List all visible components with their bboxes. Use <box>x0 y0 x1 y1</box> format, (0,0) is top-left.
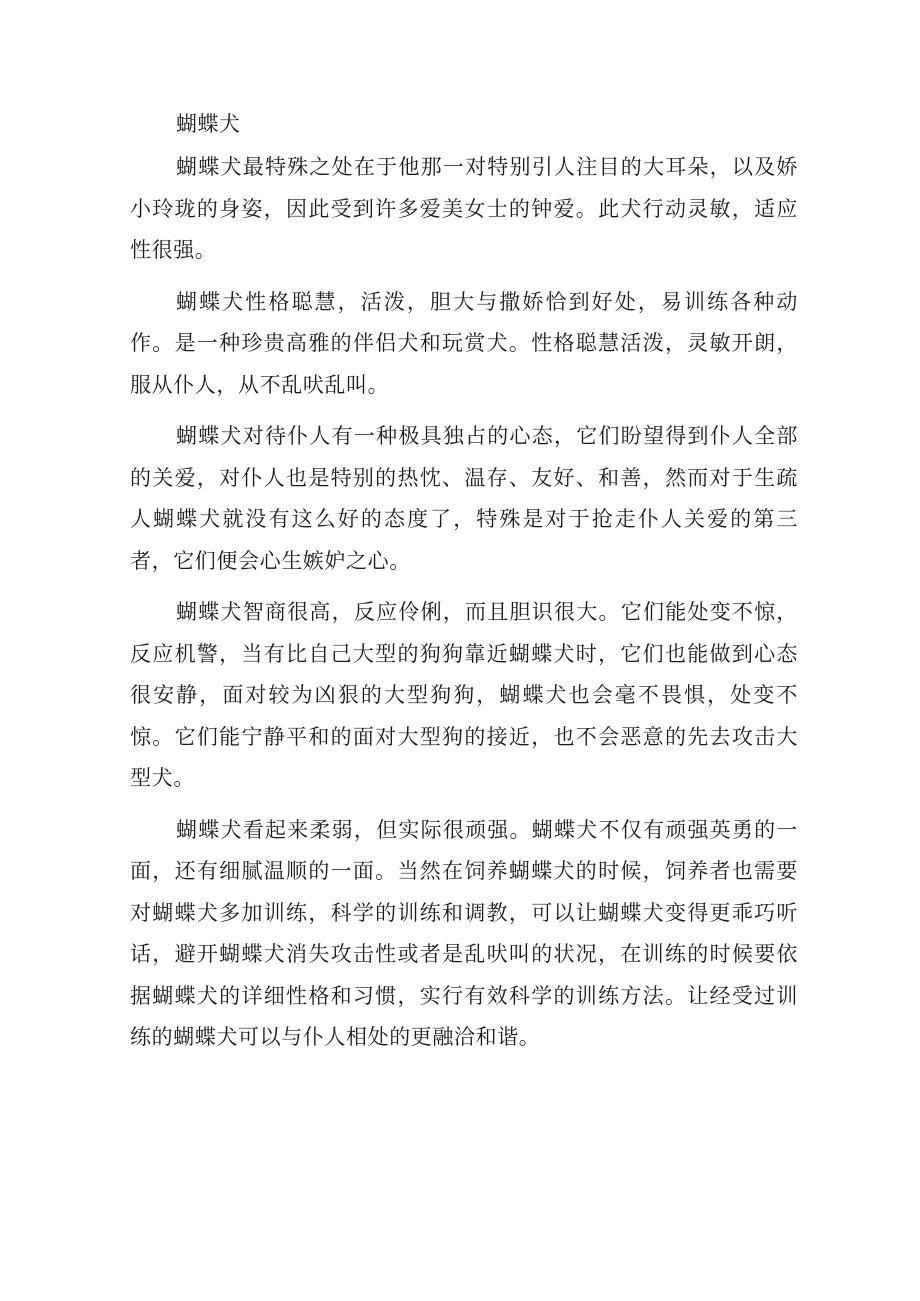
paragraph-3: 蝴蝶犬对待仆人有一种极具独占的心态，它们盼望得到仆人全部的关爱，对仆人也是特别的热忱、温存、友好、和善，然而对于生疏人蝴蝶犬就没有这么好的态度了，特殊是对于抢走仆人关爱的第三者，它们便会心生嫉妒之心。 <box>130 424 798 573</box>
document-title: 蝴蝶犬 <box>176 112 241 136</box>
document-body <box>130 147 798 1069</box>
paragraph-2: 蝴蝶犬性格聪慧，活泼，胆大与撒娇恰到好处，易训练各种动作。是一种珍贵高雅的伴侣犬和玩赏犬。性格聪慧活泼，灵敏开朗，服从仆人，从不乱吠乱叫。 <box>130 289 798 397</box>
paragraph-1: 蝴蝶犬最特殊之处在于他那一对特别引人注目的大耳朵，以及娇小玲珑的身姿，因此受到许多爱美女士的钟爱。此犬行动灵敏，适应性很强。 <box>130 155 798 262</box>
paragraph-4: 蝴蝶犬智商很高，反应伶俐，而且胆识很大。它们能处变不惊，反应机警，当有比自己大型的狗狗靠近蝴蝶犬时，它们也能做到心态很安静，面对较为凶狠的大型狗狗，蝴蝶犬也会毫不畏惧，处变不惊。它们能宁静平和的面对大型狗的接近，也不会恶意的先去攻击大型犬。 <box>130 600 798 790</box>
paragraph-5: 蝴蝶犬看起来柔弱，但实际很顽强。蝴蝶犬不仅有顽强英勇的一面，还有细腻温顺的一面。当然在饲养蝴蝶犬的时候，饲养者也需要对蝴蝶犬多加训练，科学的训练和调教，可以让蝴蝶犬变得更乖巧听话，避开蝴蝶犬消失攻击性或者是乱吠叫的状况，在训练的时候要依据蝴蝶犬的详细性格和习惯，实行有效科学的训练方法。让经受过训练的蝴蝶犬可以与仆人相处的更融洽和谐。 <box>130 817 798 1049</box>
